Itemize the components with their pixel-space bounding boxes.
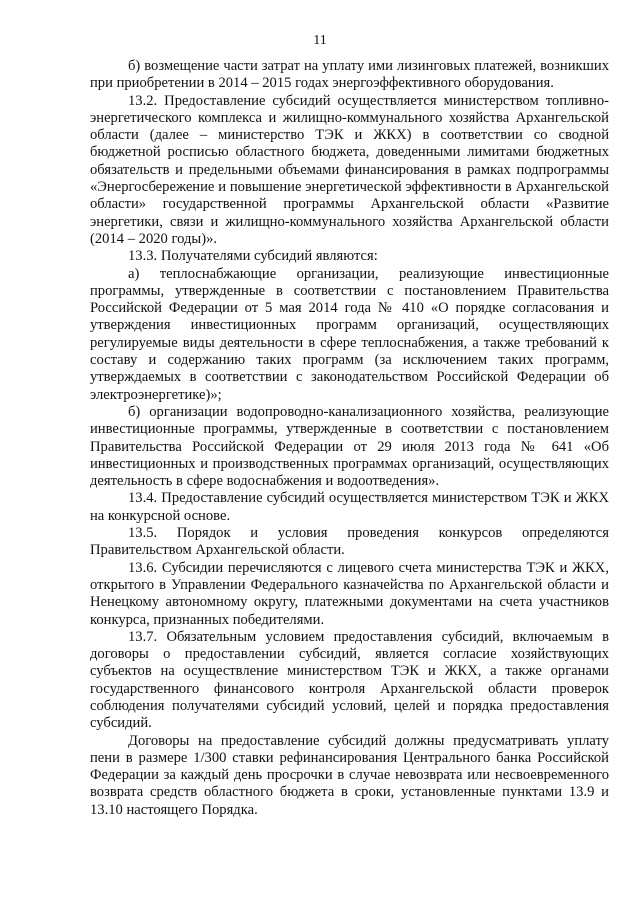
- paragraph-13-3-b: б) организации водопроводно-канализационного хозяйства, реализующие инвестиционные программы, утвержденные в соответствии с постановлением Правительства Российской Федерации от 29 июля 2013 года № 641 «Об инвестиционных и производственных программах организаций, осуществляющих деятельность в сфере водоснабжения и водоотведения».: [90, 403, 609, 490]
- paragraph-contracts-penalty: Договоры на предоставление субсидий должны предусматривать уплату пени в размере 1/300 ставки рефинансирования Центрального банка Российской Федерации за каждый день просрочки в случае невозврата или несвоевременного возврата средств областного бюджета в сроки, установленные пунктами 13.9 и 13.10 настоящего Порядка.: [90, 732, 609, 818]
- paragraph-13-3: 13.3. Получателями субсидий являются:: [128, 248, 378, 265]
- paragraph-13-7: 13.7. Обязательным условием предоставления субсидий, включаемым в договоры о предоставлении субсидий, является согласие хозяйствующих субъектов на осуществление министерством ТЭК и ЖКХ, а также органами государственного финансового контроля Архангельской области проверок соблюдения получателями субсидий условий, целей и порядка предоставления субсидий.: [90, 628, 609, 732]
- paragraph-13-5: 13.5. Порядок и условия проведения конкурсов определяются Правительством Архангельской области.: [90, 525, 609, 559]
- paragraph-13-3-a: а) теплоснабжающие организации, реализующие инвестиционные программы, утвержденные в соответствии с постановлением Правительства Российской Федерации от 5 мая 2014 года № 410 «О порядке согласования и утверждения инвестиционных программ организаций, осуществляющих регулируемые виды деятельности в сфере теплоснабжения, а также требований к составу и содержанию таких программ (за исключением таких программ, утверждаемых в соответствии с законодательством Российской Федерации об электроэнергетике)»;: [90, 265, 609, 403]
- paragraph-13-4: 13.4. Предоставление субсидий осуществляется министерством ТЭК и ЖКХ на конкурсной основе.: [90, 490, 609, 524]
- paragraph-13-2: 13.2. Предоставление субсидий осуществляется министерством топливно-энергетического комплекса и жилищно-коммунального хозяйства Архангельской области (далее – министерство ТЭК и ЖКХ) в соответствии со сводной бюджетной росписью областного бюджета, доведенными лимитами бюджетных обязательств и предельными объемами финансирования в рамках подпрограммы «Энергосбережение и повышение энергетической эффективности в Архангельской области» государственной программы Архангельской области «Развитие энергетики, связи и жилищно-коммунального хозяйства Архангельской области (2014 – 2020 годы)».: [90, 92, 609, 247]
- document-body: [90, 58, 609, 819]
- page-number: 11: [313, 33, 327, 48]
- paragraph-13-1-b: б) возмещение части затрат на уплату ими лизинговых платежей, возникших при приобретении в 2014 – 2015 годах энергоэффективного оборудования.: [90, 58, 609, 92]
- paragraph-13-6: 13.6. Субсидии перечисляются с лицевого счета министерства ТЭК и ЖКХ, открытого в Управлении Федерального казначейства по Архангельской области и Ненецкому автономному округу, платежными документами на счета участников конкурса, признанных победителями.: [90, 559, 609, 628]
